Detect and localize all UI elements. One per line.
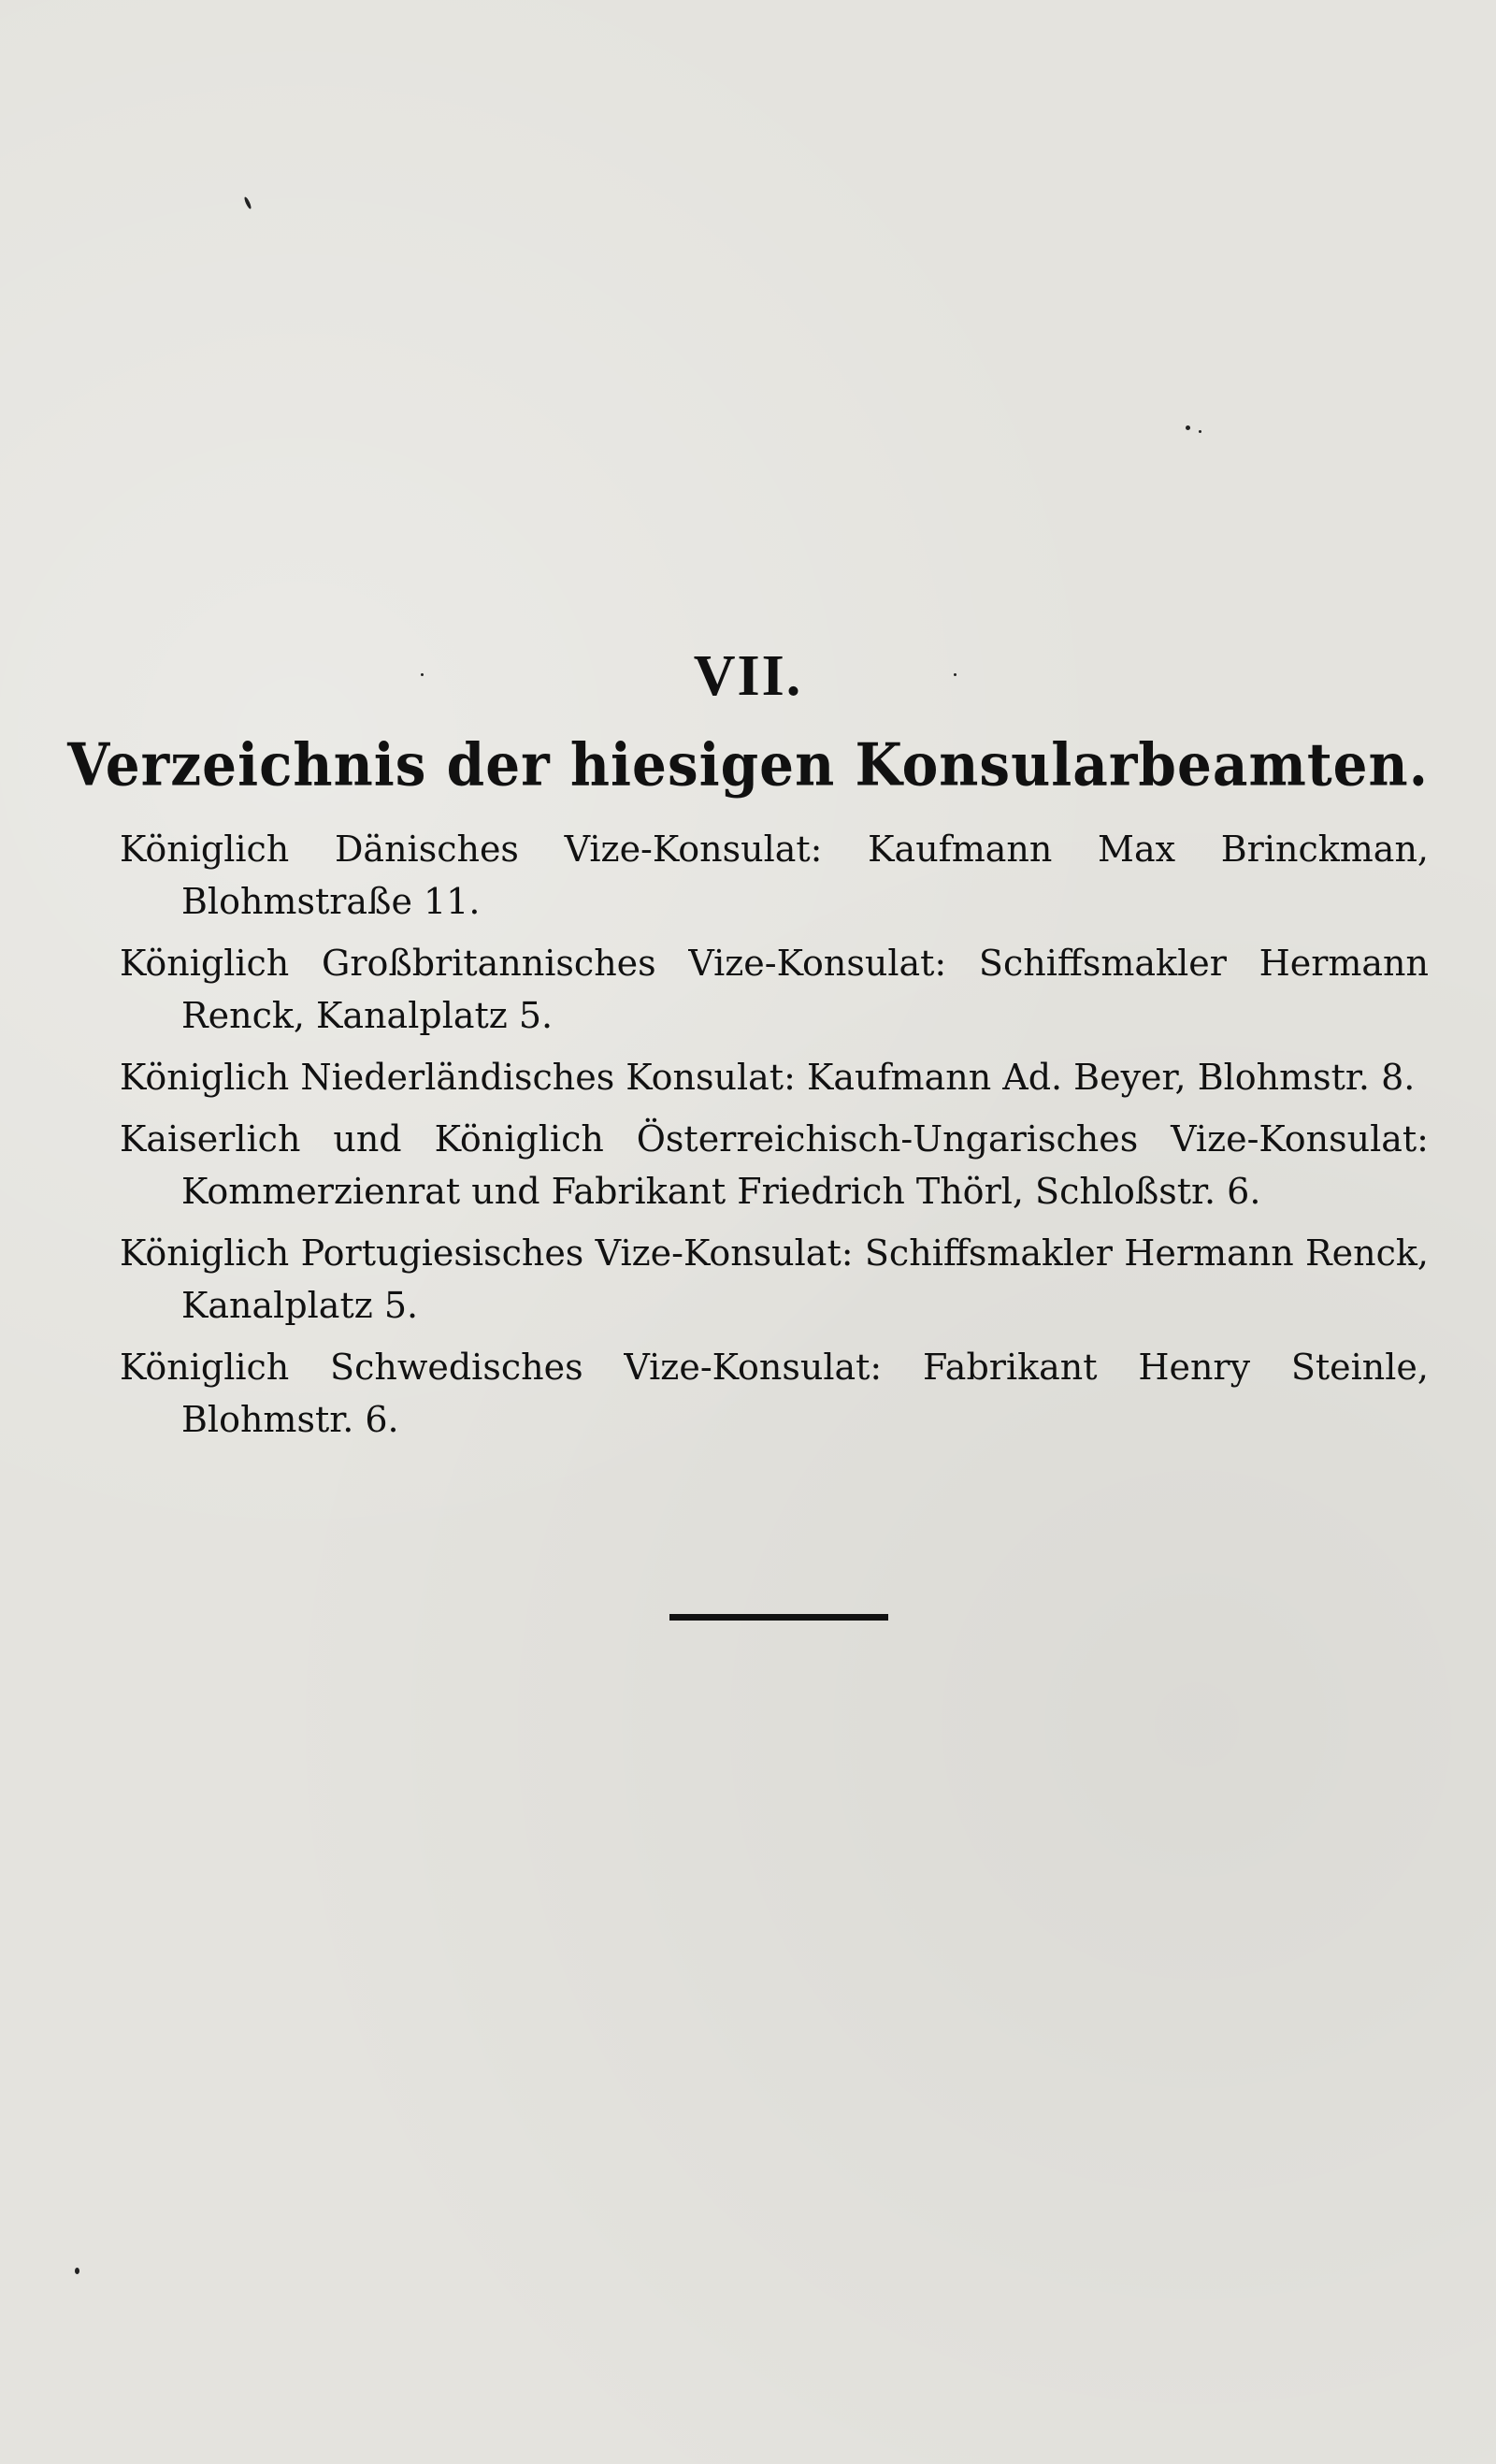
- print-speck: [75, 2268, 79, 2274]
- section-title: Verzeichnis der hiesigen Konsularbeamten.: [67, 730, 1429, 800]
- consulate-list: [120, 823, 1429, 1455]
- consulate-entry-denmark: Königlich Dänisches Vize-Konsulat: Kaufmann Max Brinckman, Blohmstraße 11.: [120, 829, 1429, 922]
- consulate-entry-portugal: Königlich Portugiesisches Vize-Konsulat: Schiffsmakler Hermann Renck, Kanalplatz 5.: [120, 1232, 1429, 1326]
- closing-rule: [669, 1614, 888, 1621]
- consulate-entry-sweden: Königlich Schwedisches Vize-Konsulat: Fabrikant Henry Steinle, Blohmstr. 6.: [120, 1347, 1429, 1440]
- consulate-entry-austria-hungary: Kaiserlich und Königlich Österreichisch-Ungarisches Vize-Konsulat: Kommerzienrat und Fabrikant Friedrich Thörl, Schloßstr. 6.: [120, 1118, 1429, 1212]
- consulate-entry-great-britain: Königlich Großbritannisches Vize-Konsulat: Schiffsmakler Hermann Renck, Kanalplatz 5.: [120, 943, 1429, 1036]
- print-speck: [243, 196, 252, 209]
- print-speck: [1199, 430, 1201, 433]
- section-number: VII.: [693, 644, 803, 708]
- consulate-entry-netherlands: Königlich Niederländisches Konsulat: Kaufmann Ad. Beyer, Blohmstr. 8.: [120, 1057, 1416, 1098]
- print-speck: [1186, 425, 1190, 430]
